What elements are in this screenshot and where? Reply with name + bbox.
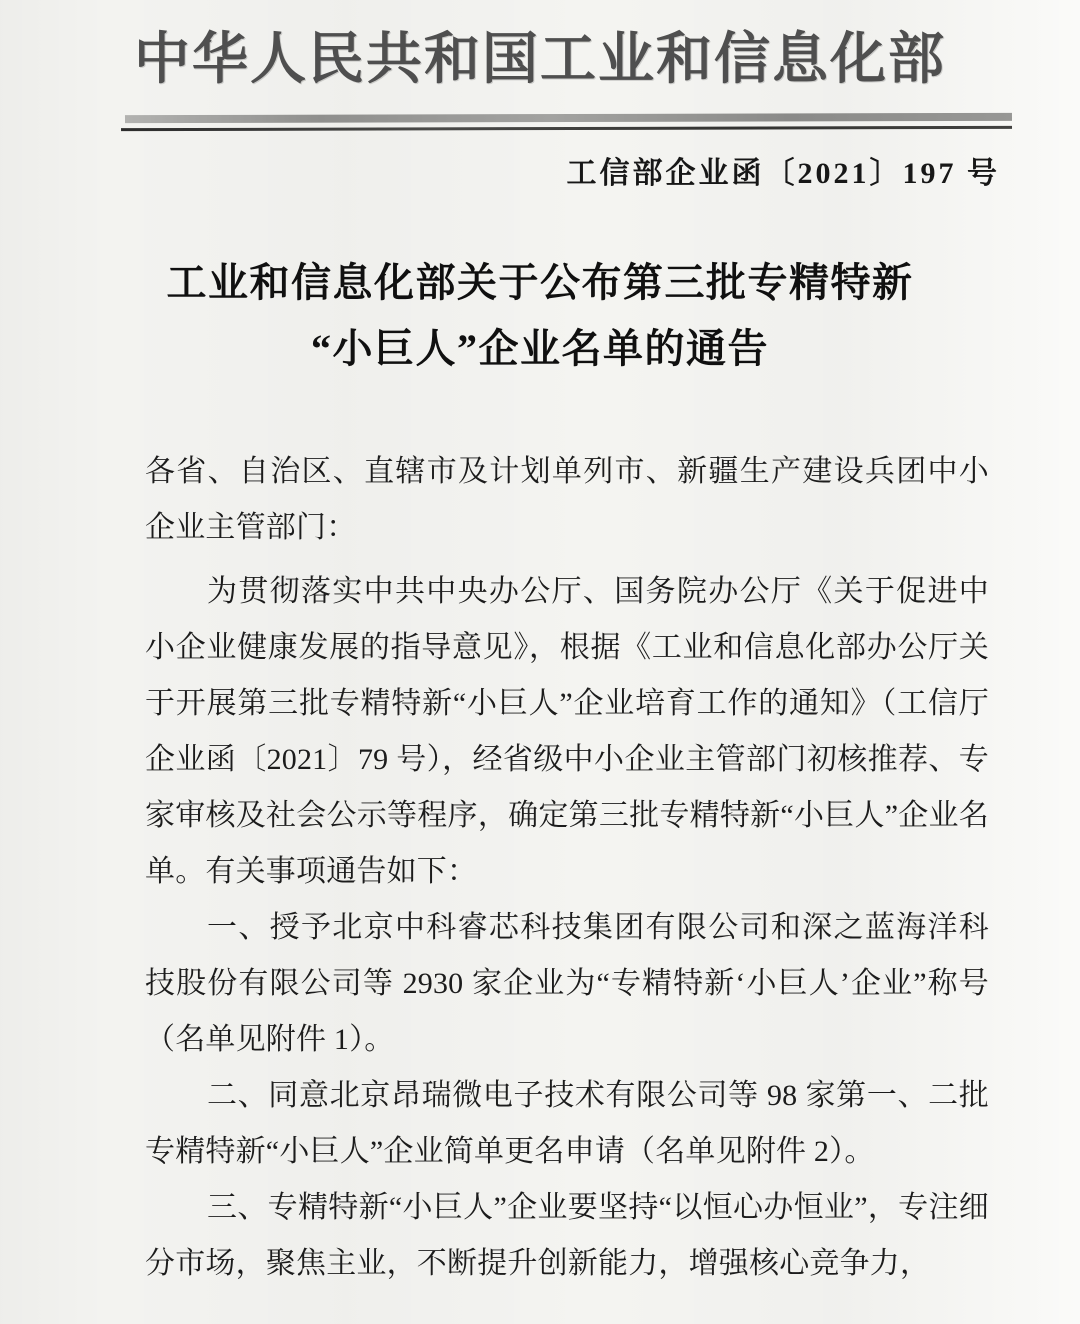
letterhead-rules bbox=[125, 113, 1012, 131]
notice-body bbox=[145, 444, 989, 1292]
letterhead-rule-thick bbox=[125, 113, 1012, 123]
salutation-paragraph: 各省、自治区、直辖市及计划单列市、新疆生产建设兵团中小企业主管部门： bbox=[145, 455, 989, 544]
letterhead-agency-name: 中华人民共和国工业和信息化部 bbox=[134, 29, 946, 91]
notice-title bbox=[0, 250, 1080, 382]
letterhead bbox=[0, 0, 1080, 130]
notice-title-line-1: 工业和信息化部关于公布第三批专精特新 bbox=[166, 260, 914, 305]
item-2-paragraph: 二、同意北京昂瑞微电子技术有限公司等 98 家第一、二批专精特新“小巨人”企业简单更名申请（名单见附件 2）。 bbox=[145, 1079, 989, 1168]
item-1-paragraph: 一、授予北京中科睿芯科技集团有限公司和深之蓝海洋科技股份有限公司等 2930 家企业为“专精特新‘小巨人’企业”称号（名单见附件 1）。 bbox=[145, 911, 989, 1056]
notice-title-line-2: “小巨人”企业名单的通告 bbox=[311, 326, 769, 371]
background-paragraph: 为贯彻落实中共中央办公厅、国务院办公厅《关于促进中小企业健康发展的指导意见》，根据《工业和信息化部办公厅关于开展第三批专精特新“小巨人”企业培育工作的通知》（工信厅企业函〔2021〕79 号），经省级中小企业主管部门初核推荐、专家审核及社会公示等程序，确定第三批专精特新“小巨人”企业名单。有关事项通告如下： bbox=[145, 575, 989, 888]
item-3-paragraph: 三、专精特新“小巨人”企业要坚持“以恒心办恒业”，专注细分市场，聚焦主业，不断提升创新能力，增强核心竞争力， bbox=[145, 1191, 989, 1280]
doc-number: 工信部企业函〔2021〕197 号 bbox=[566, 157, 1000, 190]
letterhead-rule-thin bbox=[121, 126, 1012, 131]
